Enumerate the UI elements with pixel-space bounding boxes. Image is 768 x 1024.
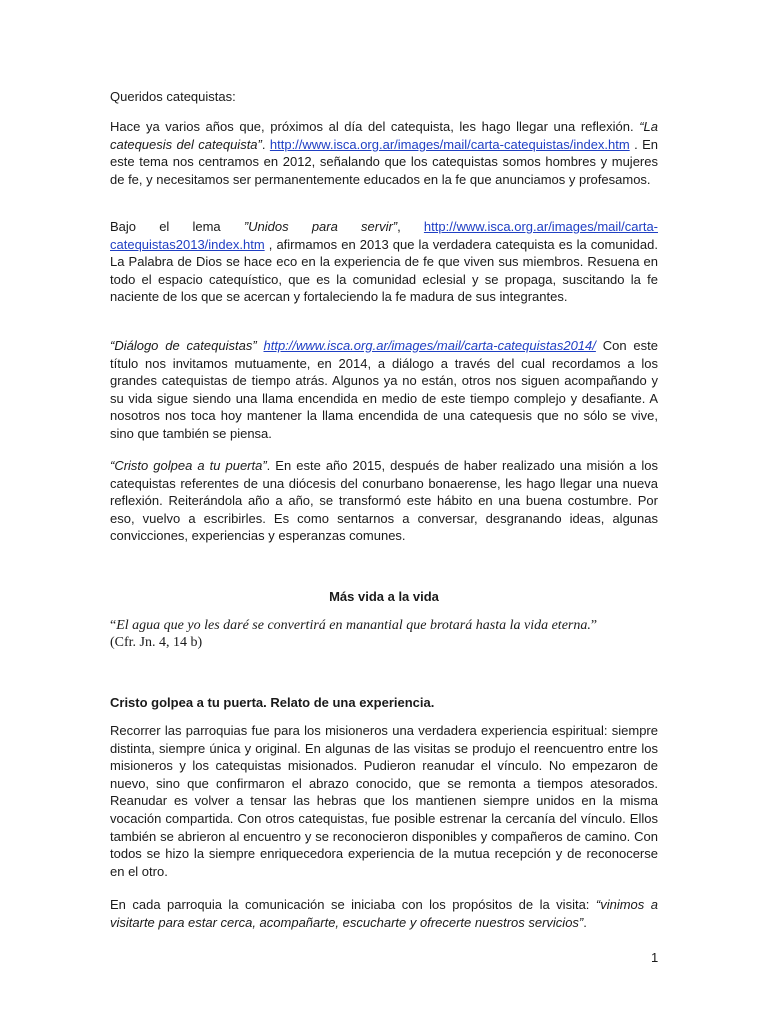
paragraph-2 [110, 218, 658, 306]
paragraph-6 [110, 896, 658, 931]
p3-text-b: Con este título nos invitamos mutuamente, en 2014, a diálogo a través del cual recordamos a los grandes catequistas de tiempo atrás. Algunos ya no están, otros nos siguen acompañando y su vida sigue siendo una llama encendida en medio de este tiempo complejo y desafiante. A nosotros nos toca hoy mantener la llama encendida de una catequesis que no sólo se vive, sino que también se piensa. [110, 338, 658, 441]
p1-title: “La catequesis del catequista” [110, 119, 658, 152]
subsection-heading: Cristo golpea a tu puerta. Relato de una experiencia. [110, 695, 435, 710]
p1-text-a: Hace ya varios años que, próximos al día del catequista, les hago llegar una reflexión. [110, 119, 640, 134]
quote-close-mark: ” [590, 618, 598, 633]
greeting: Queridos catequistas: [110, 89, 236, 104]
section-heading: Más vida a la vida [329, 589, 439, 604]
paragraph-1 [110, 118, 658, 188]
p2-text-b: , [397, 219, 424, 234]
p1-text-b: . [261, 136, 270, 152]
quote-open-mark: “ [110, 618, 117, 633]
paragraph-4 [110, 457, 658, 545]
p1-text-c: . En este tema nos centramos en 2012, señalando que los catequistas somos hombres y mujeres de fe, y necesitamos ser permanentemente educados en la fe que anunciamos y profesamos. [110, 136, 658, 187]
page-number: 1 [651, 950, 659, 965]
p2-title: ”Unidos para servir” [243, 219, 398, 234]
p4-text-a: . En este año 2015, después de haber realizado una misión a los catequistas referentes de una diócesis del conurbano bonaerense, les hago llegar una nueva reflexión. Reiterándola año a año, se transformó este hábito en una buena costumbre. Por eso, vuelvo a escribirles. Es como sentarnos a conversar, desgranando ideas, algunas convicciones, experiencias y esperanzas comunes. [110, 458, 658, 544]
p6-text-a: En cada parroquia la comunicación se iniciaba con los propósitos de la visita: [110, 897, 596, 912]
p3-text-a [257, 338, 264, 353]
quote-text: El agua que yo les daré se convertirá en manantial que brotará hasta la vida eterna. [116, 618, 591, 633]
link-carta-catequistas[interactable]: http://www.isca.org.ar/images/mail/carta-catequistas/index.htm [269, 136, 630, 152]
p4-title: “Cristo golpea a tu puerta” [110, 458, 267, 473]
bible-quote [110, 617, 670, 651]
p2-text-a: Bajo el lema [110, 219, 244, 234]
p3-link-text: http://www.isca.org.ar/images/mail/carta-catequistas2014/ [263, 338, 596, 353]
link-carta-catequistas-2013[interactable]: http://www.isca.org.ar/images/mail/carta-catequistas2013/index.htm [110, 219, 658, 252]
p2-text-c: , afirmamos en 2013 que la verdadera catequista es la comunidad. La Palabra de Dios se hace eco en la experiencia de fe que viven sus miembros. Resuena en todo el espacio catequístico, que es la comunidad eclesial y se propaga, suscitando la fe naciente de los que se acercan y fortaleciendo la fe madura de sus integrantes. [110, 236, 658, 305]
p5-text: Recorrer las parroquias fue para los misioneros una verdadera experiencia espiritual: siempre distinta, siempre única y original. En algunas de las visitas se produjo el reencuentro entre los misioneros y los catequistas misionados. Pudieron reanudar el vínculo. No empezaron de nuevo, sino que confirmaron el abrazo conocido, que se remonta a tiempos atesorados. Reanudar es volver a tensar las hebras que los mantienen siempre unidos en la misma vocación compartida. Con otros catequistas, fue posible estrenar la cercanía del vínculo. Ellos también se abrieron al encuentro y se reconocieron disponibles y compañeros de camino. Con todos se hizo la siempre enriquecedora experiencia de la mutua recepción y de reconocerse en el otro. [110, 723, 658, 879]
paragraph-3 [110, 337, 658, 443]
paragraph-5 [110, 722, 658, 880]
p6-text-b: . [583, 914, 587, 930]
p6-quote: “vinimos a visitarte para estar cerca, acompañarte, escucharte y ofrecerte nuestros servicios” [110, 897, 658, 930]
link-carta-catequistas-2014[interactable] [264, 338, 596, 353]
p3-title: “Diálogo de catequistas” [110, 338, 257, 353]
quote-reference: (Cfr. Jn. 4, 14 b) [110, 635, 203, 650]
